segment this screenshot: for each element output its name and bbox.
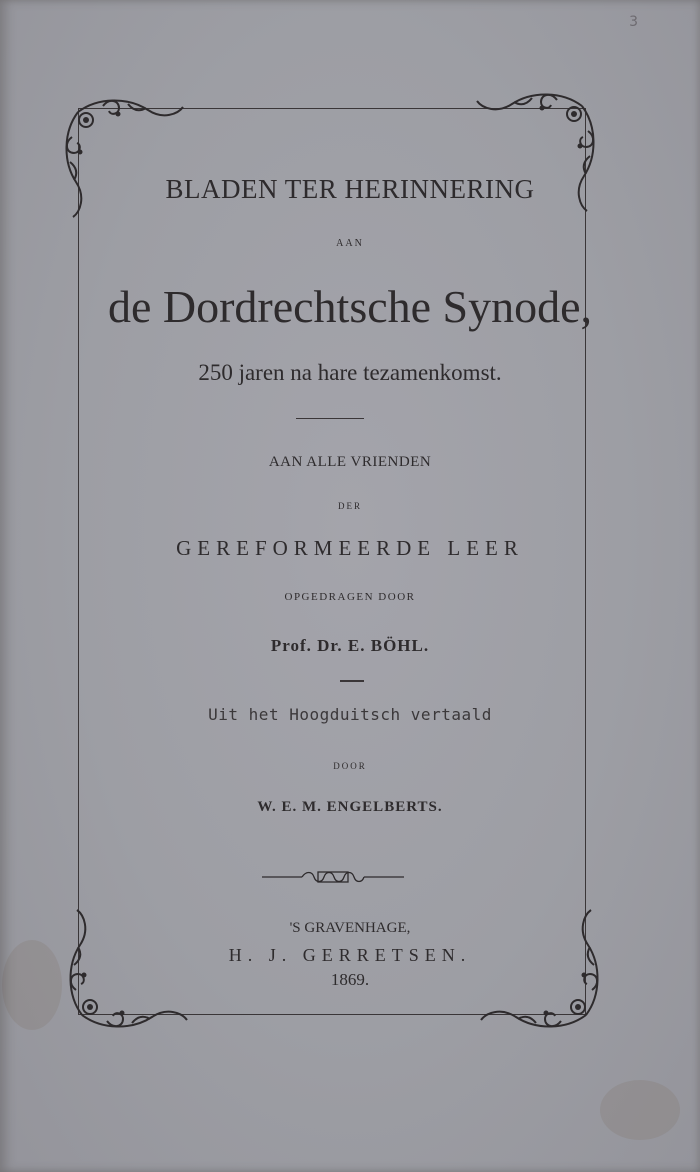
- connector-der: DER: [338, 501, 362, 511]
- publication-place: 'S GRAVENHAGE,: [289, 920, 411, 936]
- connector-aan: AAN: [336, 238, 364, 249]
- subtitle: 250 jaren na hare tezamenkomst.: [198, 360, 502, 385]
- translation-note: Uit het Hoogduitsch vertaald: [208, 705, 492, 724]
- publication-year: 1869.: [330, 970, 370, 989]
- connector-door: DOOR: [333, 761, 367, 771]
- main-title: de Dordrechtsche Synode,: [107, 281, 593, 332]
- translator-name: W. E. M. ENGELBERTS.: [257, 799, 443, 815]
- publisher-name: H. J. GERRETSEN.: [228, 945, 472, 965]
- pencil-note: 3: [629, 14, 638, 30]
- short-divider: [340, 680, 364, 682]
- title-line-1: BLADEN TER HERINNERING: [165, 174, 535, 204]
- scroll-divider-icon: [262, 870, 404, 884]
- dedication-line-2: GEREFORMEERDE LEER: [176, 536, 524, 560]
- divider-rule: [296, 418, 364, 419]
- dedicated-by: OPGEDRAGEN DOOR: [284, 591, 416, 603]
- dedication-line-1: AAN ALLE VRIENDEN: [268, 454, 432, 470]
- author-name: Prof. Dr. E. BÖHL.: [270, 636, 430, 655]
- paper-stain: [600, 1080, 680, 1140]
